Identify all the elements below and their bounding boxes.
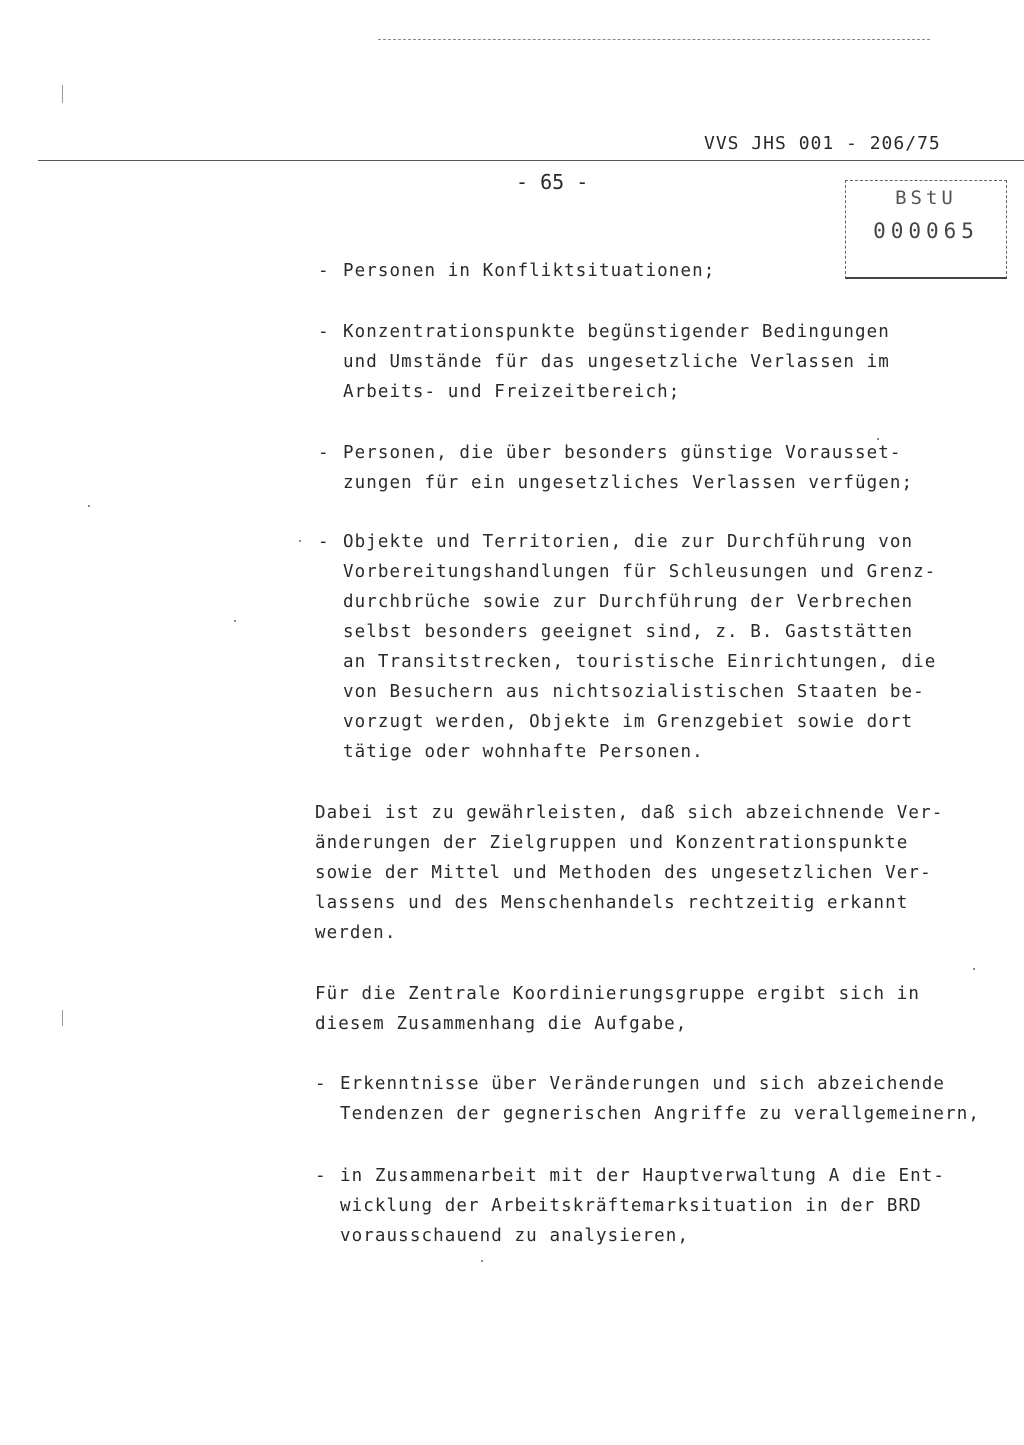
top-dashed-rule (378, 39, 930, 40)
paragraph-line: lassens und des Menschenhandels rechtzeitig erkannt (315, 893, 909, 913)
item-line: tätige oder wohnhafte Personen. (343, 742, 704, 762)
item-line: Personen in Konfliktsituationen; (343, 261, 716, 281)
paragraph-line: sowie der Mittel und Methoden des ungesetzlichen Ver- (315, 863, 932, 883)
item-line: zungen für ein ungesetzliches Verlassen verfügen; (343, 473, 914, 493)
item-line: selbst besonders geeignet sind, z. B. Gaststätten (343, 622, 914, 642)
item-line: Konzentrationspunkte begünstigender Bedingungen (343, 322, 890, 342)
task-line: vorausschauend zu analysieren, (340, 1226, 690, 1246)
bullet-dash: - (318, 443, 329, 463)
task-line: Tendenzen der gegnerischen Angriffe zu verallgemeinern, (340, 1104, 980, 1124)
bullet-dash: - (318, 532, 329, 552)
bullet-dash: - (315, 1166, 326, 1186)
item-line: Personen, die über besonders günstige Vorausset- (343, 443, 902, 463)
margin-mark (62, 1010, 63, 1026)
item-line: Vorbereitungshandlungen für Schleusungen und Grenz- (343, 562, 937, 582)
scan-speck (481, 1260, 483, 1262)
stamp-number: 000065 (873, 219, 979, 243)
paragraph-line: Für die Zentrale Koordinierungsgruppe ergibt sich in (315, 984, 921, 1004)
scan-speck (877, 438, 879, 440)
bullet-dash: - (315, 1074, 326, 1094)
bullet-dash: - (318, 322, 329, 342)
item-line: vorzugt werden, Objekte im Grenzgebiet sowie dort (343, 712, 914, 732)
bullet-dash: - (318, 261, 329, 281)
scan-speck (973, 968, 975, 970)
item-line: durchbrüche sowie zur Durchführung der Verbrechen (343, 592, 914, 612)
paragraph-line: änderungen der Zielgruppen und Konzentrationspunkte (315, 833, 909, 853)
task-line: Erkenntnisse über Veränderungen und sich abzeichende (340, 1074, 946, 1094)
item-line: an Transitstrecken, touristische Einrichtungen, die (343, 652, 937, 672)
scan-speck (234, 620, 236, 622)
stamp-title: BStU (895, 187, 957, 209)
archive-stamp (845, 180, 1007, 279)
header-rule (38, 160, 1024, 161)
scan-speck (299, 540, 301, 542)
item-line: und Umstände für das ungesetzliche Verlassen im (343, 352, 890, 372)
margin-mark (62, 85, 63, 103)
page-number: - 65 - (516, 170, 589, 194)
item-line: Objekte und Territorien, die zur Durchführung von (343, 532, 914, 552)
item-line: Arbeits- und Freizeitbereich; (343, 382, 681, 402)
paragraph-line: Dabei ist zu gewährleisten, daß sich abzeichnende Ver- (315, 803, 944, 823)
task-line: wicklung der Arbeitskräftemarksituation in der BRD (340, 1196, 922, 1216)
paragraph-line: diesem Zusammenhang die Aufgabe, (315, 1014, 688, 1034)
paragraph-line: werden. (315, 923, 397, 943)
item-line: von Besuchern aus nichtsozialistischen Staaten be- (343, 682, 925, 702)
document-reference: VVS JHS 001 - 206/75 (704, 133, 941, 154)
scan-speck (88, 505, 90, 507)
task-line: in Zusammenarbeit mit der Hauptverwaltung A die Ent- (340, 1166, 946, 1186)
